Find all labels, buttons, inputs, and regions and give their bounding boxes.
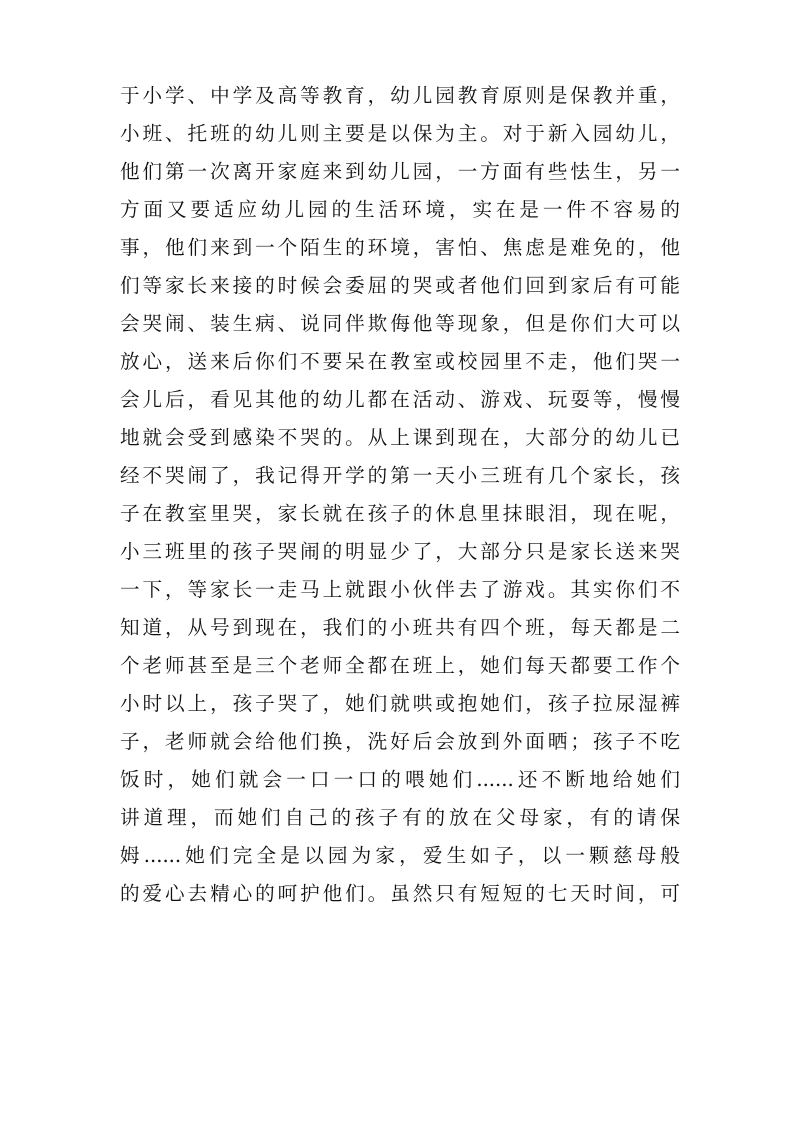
text-line: 小三班里的孩子哭闹的明显少了，大部分只是家长送来哭 bbox=[120, 540, 680, 563]
text-line: 地就会受到感染不哭的。从上课到现在，大部分的幼儿已 bbox=[120, 426, 680, 449]
text-line: 于小学、中学及高等教育，幼儿园教育原则是保教并重， bbox=[120, 84, 680, 107]
text-line: 他们第一次离开家庭来到幼儿园，一方面有些怯生，另一 bbox=[120, 160, 680, 183]
text-line: 的爱心去精心的呵护他们。虽然只有短短的七天时间，可 bbox=[120, 882, 680, 905]
text-line: 子，老师就会给他们换，洗好后会放到外面晒；孩子不吃 bbox=[120, 730, 680, 753]
text-line: 小班、托班的幼儿则主要是以保为主。对于新入园幼儿， bbox=[120, 122, 680, 145]
text-line: 饭时，她们就会一口一口的喂她们......还不断地给她们 bbox=[120, 768, 680, 791]
text-line: 讲道理，而她们自己的孩子有的放在父母家，有的请保 bbox=[120, 806, 680, 829]
text-line: 姆......她们完全是以园为家，爱生如子，以一颗慈母般 bbox=[120, 844, 680, 867]
body-paragraph bbox=[120, 77, 680, 913]
text-line: 会儿后，看见其他的幼儿都在活动、游戏、玩耍等，慢慢 bbox=[120, 388, 680, 411]
text-line: 放心，送来后你们不要呆在教室或校园里不走，他们哭一 bbox=[120, 350, 680, 373]
text-line: 会哭闹、装生病、说同伴欺侮他等现象，但是你们大可以 bbox=[120, 312, 680, 335]
text-line: 小时以上，孩子哭了，她们就哄或抱她们，孩子拉尿湿裤 bbox=[120, 692, 680, 715]
text-line: 知道，从号到现在，我们的小班共有四个班，每天都是二 bbox=[120, 616, 680, 639]
text-line: 一下，等家长一走马上就跟小伙伴去了游戏。其实你们不 bbox=[120, 578, 680, 601]
text-line: 经不哭闹了，我记得开学的第一天小三班有几个家长，孩 bbox=[120, 464, 680, 487]
text-line: 事，他们来到一个陌生的环境，害怕、焦虑是难免的，他 bbox=[120, 236, 680, 259]
text-line: 方面又要适应幼儿园的生活环境，实在是一件不容易的 bbox=[120, 198, 680, 221]
text-line: 们等家长来接的时候会委屈的哭或者他们回到家后有可能 bbox=[120, 274, 680, 297]
text-line: 个老师甚至是三个老师全都在班上，她们每天都要工作个 bbox=[120, 654, 680, 677]
text-line: 子在教室里哭，家长就在孩子的休息里抹眼泪，现在呢， bbox=[120, 502, 680, 525]
